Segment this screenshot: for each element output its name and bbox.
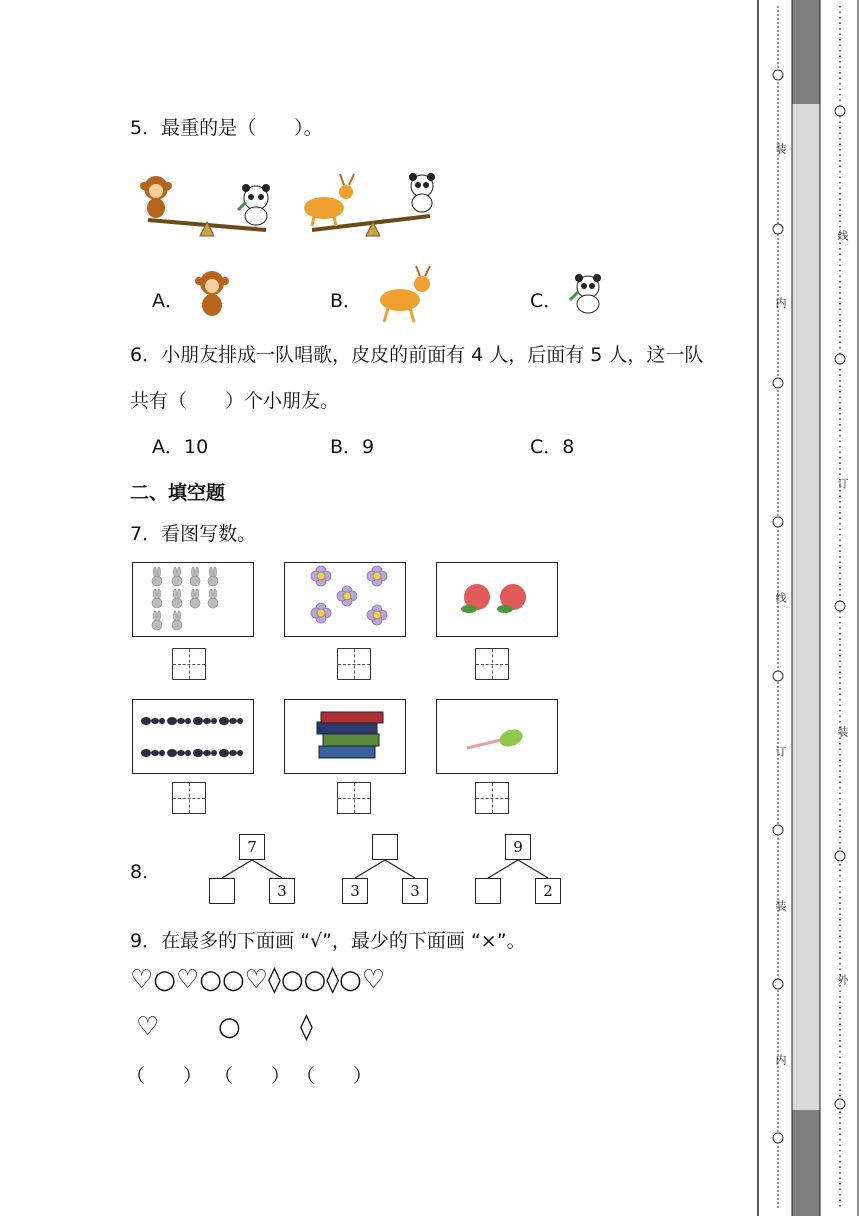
tree1-top: 7 bbox=[239, 834, 265, 860]
binding-char: 订 bbox=[836, 478, 849, 489]
answer-heart[interactable]: （ ） bbox=[126, 1065, 203, 1087]
binding-char: 装 bbox=[774, 143, 787, 154]
answer-box-5[interactable] bbox=[337, 782, 371, 814]
rabbit-icon bbox=[133, 563, 253, 636]
panda-icon bbox=[566, 272, 610, 316]
answer-diamond[interactable]: （ ） bbox=[296, 1065, 373, 1087]
deer-icon bbox=[372, 264, 438, 324]
section-title: 二、填空题 bbox=[130, 482, 226, 504]
answer-box-3[interactable] bbox=[475, 648, 509, 680]
seesaw-illustration bbox=[134, 170, 444, 242]
monkey-icon bbox=[190, 268, 234, 318]
panda-icon bbox=[238, 184, 270, 225]
tree2-left: 3 bbox=[342, 878, 368, 904]
picture-box-ants bbox=[132, 699, 254, 774]
binding-char: 线 bbox=[774, 592, 787, 603]
tree3-top: 9 bbox=[505, 834, 531, 860]
deer-icon bbox=[304, 174, 354, 226]
q8-label: 8． bbox=[130, 861, 162, 883]
picture-box-leaf bbox=[436, 699, 558, 774]
binding-char: 内 bbox=[774, 297, 787, 308]
answer-box-1[interactable] bbox=[172, 648, 206, 680]
q6-option-c[interactable]: C．8 bbox=[530, 436, 575, 458]
book-icon bbox=[285, 700, 405, 773]
leaf-icon bbox=[437, 700, 557, 773]
seesaw-left bbox=[140, 176, 270, 236]
flower-icon bbox=[285, 563, 405, 636]
picture-box-peaches bbox=[436, 562, 558, 637]
q6-option-a[interactable]: A．10 bbox=[152, 436, 209, 458]
q5-option-c-label[interactable]: C． bbox=[530, 290, 563, 312]
binding-char: 订 bbox=[774, 746, 787, 757]
binding-char: 线 bbox=[836, 230, 849, 241]
shape-sequence: ♡○♡○○♡◊○○◊○♡ bbox=[130, 965, 386, 995]
circle-icon: ○ bbox=[218, 1012, 241, 1042]
diamond-icon: ◊ bbox=[300, 1012, 313, 1042]
tree1-right: 3 bbox=[269, 878, 295, 904]
answer-circle[interactable]: （ ） bbox=[214, 1065, 291, 1087]
seesaw-right bbox=[304, 173, 435, 236]
monkey-icon bbox=[140, 176, 172, 218]
tree2-right: 3 bbox=[402, 878, 428, 904]
tree3-left[interactable] bbox=[475, 878, 501, 904]
picture-box-flowers bbox=[284, 562, 406, 637]
binding-char: 装 bbox=[774, 900, 787, 911]
tree2-top[interactable] bbox=[372, 834, 398, 860]
q5-option-b-label[interactable]: B． bbox=[330, 290, 363, 312]
binding-decoration bbox=[756, 0, 860, 1216]
q5-option-a-label[interactable]: A． bbox=[152, 290, 184, 312]
q6-line2: 共有（ ）个小朋友。 bbox=[130, 390, 340, 412]
picture-box-books bbox=[284, 699, 406, 774]
q7-text: 7．看图写数。 bbox=[130, 523, 257, 545]
answer-box-4[interactable] bbox=[172, 782, 206, 814]
picture-box-rabbits bbox=[132, 562, 254, 637]
tree1-left[interactable] bbox=[209, 878, 235, 904]
heart-icon: ♡ bbox=[136, 1012, 160, 1042]
q9-text: 9．在最多的下面画 “√”，最少的下面画 “×”。 bbox=[130, 930, 526, 952]
q5-text: 5．最重的是（ ）。 bbox=[130, 117, 323, 139]
binding-char: 外 bbox=[836, 974, 849, 985]
binding-char: 装 bbox=[836, 726, 849, 737]
binding-margin bbox=[756, 0, 860, 1216]
tree3-right: 2 bbox=[535, 878, 561, 904]
q6-line1: 6．小朋友排成一队唱歌，皮皮的前面有 4 人，后面有 5 人，这一队 bbox=[130, 344, 704, 366]
peach-icon bbox=[437, 563, 557, 636]
answer-box-6[interactable] bbox=[475, 782, 509, 814]
answer-box-2[interactable] bbox=[337, 648, 371, 680]
panda-icon bbox=[409, 173, 435, 212]
ant-icon bbox=[133, 700, 253, 773]
binding-char: 内 bbox=[774, 1054, 787, 1065]
q6-option-b[interactable]: B．9 bbox=[330, 436, 375, 458]
